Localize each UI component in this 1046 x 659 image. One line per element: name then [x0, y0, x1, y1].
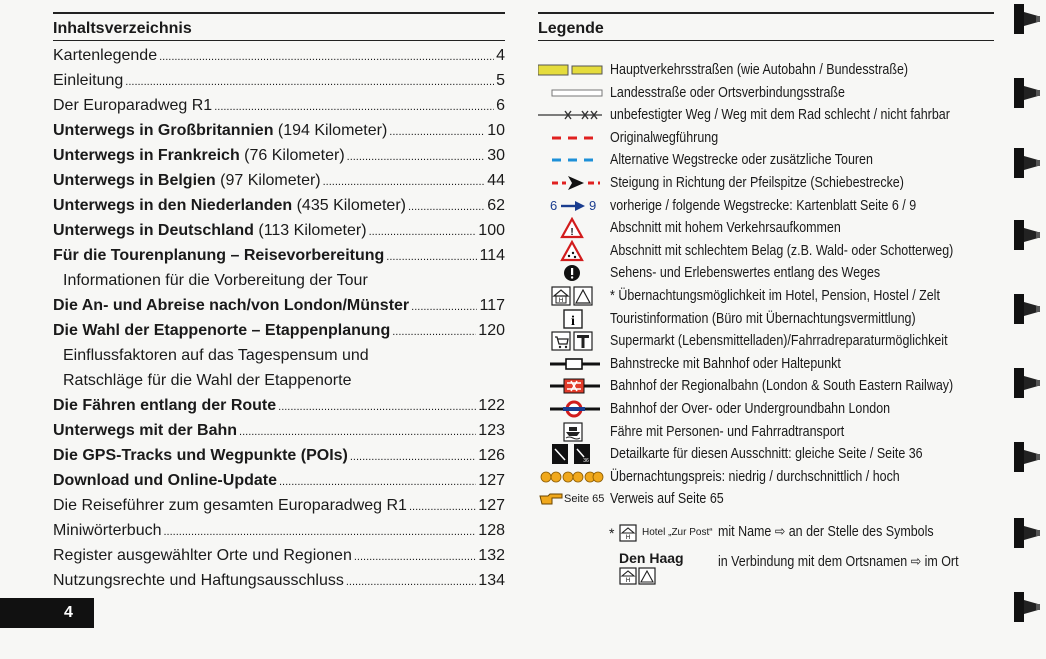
toc-entry-bold: Die Wahl der Etappenorte – Etappenplanung	[53, 322, 391, 339]
legend-row	[538, 308, 1008, 330]
legend-label: Bahnhof der Over- oder Undergroundbahn London	[610, 401, 891, 417]
toc-leader-dots	[369, 218, 477, 243]
toc-entry[interactable]	[53, 93, 505, 118]
example-label: in Verbindung mit dem Ortsnamen ⇨ im Ort	[718, 554, 959, 570]
toc-entry-title	[53, 468, 277, 493]
toc-entry-bold: Die Fähren entlang der Route	[53, 397, 277, 414]
binding-ring-icon	[1012, 146, 1042, 180]
toc-subtitle: Einflussfaktoren auf das Tagespensum und	[63, 347, 369, 364]
toc-entry[interactable]	[53, 143, 505, 168]
yellow-road-icon	[538, 59, 604, 81]
legend-row	[538, 285, 1008, 307]
toc-subtitle: Informationen für die Vorbereitung der Tour	[63, 272, 368, 289]
toc-page-number: 44	[487, 172, 505, 189]
toc-entry-rest: Register ausgewählter Orte und Regionen	[53, 547, 352, 564]
toc-entry-title	[53, 168, 321, 193]
toc-leader-dots	[159, 43, 494, 68]
toc-page-number: 128	[478, 522, 505, 539]
toc-entry-title	[53, 493, 407, 518]
toc-entry-rest: (435 Kilometer)	[292, 197, 406, 214]
binding-ring-icon	[1012, 516, 1042, 550]
legend-row	[538, 466, 1008, 488]
legend-example-hotel	[538, 521, 1008, 545]
svg-text:i: i	[571, 313, 575, 329]
toc-leader-dots	[214, 93, 494, 118]
toc-entry[interactable]	[53, 493, 505, 518]
toc-entry-title	[53, 518, 161, 543]
legend-row	[538, 375, 1008, 397]
toc-entry-bold: Unterwegs in Frankreich	[53, 147, 240, 164]
tourist-info-icon	[538, 308, 604, 330]
toc-page-number: 117	[479, 297, 505, 314]
toc-entry-rest: Einleitung	[53, 72, 124, 89]
legend-row	[538, 488, 1008, 510]
toc-entry-bold: Download und Online-Update	[53, 472, 277, 489]
legend-row	[538, 262, 1008, 284]
binding-ring-icon	[1012, 292, 1042, 326]
legend-label: Bahnhof der Regionalbahn (London & South Eastern Railway)	[610, 378, 954, 395]
toc-entry-rest: (194 Kilometer)	[273, 122, 388, 139]
toc-entry[interactable]	[53, 393, 505, 418]
toc-leader-dots	[239, 418, 476, 443]
legend-label: unbefestigter Weg / Weg mit dem Rad schlecht / nicht fahrbar	[610, 107, 950, 124]
legend-row	[538, 104, 1008, 126]
toc-entry[interactable]	[53, 218, 505, 243]
toc-entry-title	[53, 143, 345, 168]
legend-label: Sehens- und Erlebenswertes entlang des Weges	[610, 265, 881, 282]
toc-entry[interactable]	[53, 518, 505, 543]
price-level-icon	[538, 466, 604, 488]
legend-label: Abschnitt mit schlechtem Belag (z.B. Wald- oder Schotterweg)	[610, 242, 954, 259]
svg-text:!: !	[570, 227, 574, 239]
toc-page-number: 6	[496, 97, 505, 114]
page-reference-icon	[538, 488, 604, 510]
toc-entry-title	[53, 93, 212, 118]
legend-row	[538, 127, 1008, 149]
toc-page-number: 132	[478, 547, 505, 564]
toc-entry-title	[53, 118, 387, 143]
toc-entry[interactable]	[53, 43, 505, 68]
toc-entry-title	[53, 43, 157, 68]
toc-entry-title	[53, 293, 409, 318]
accommodation-icon	[538, 285, 604, 307]
binding-ring-icon	[1012, 590, 1042, 624]
legend-row	[538, 330, 1008, 352]
toc-leader-dots	[323, 168, 486, 193]
town-accommodation-icon	[619, 567, 659, 585]
legend-row	[538, 149, 1008, 171]
toc-entry-title	[53, 543, 352, 568]
toc-leader-dots	[409, 493, 476, 518]
toc-entry[interactable]	[53, 118, 505, 143]
page-number-badge	[0, 598, 94, 628]
toc-subtitle: Ratschläge für die Wahl der Etappenorte	[63, 372, 352, 389]
example-hotel-name: Hotel „Zur Post“	[642, 527, 713, 538]
legend-label: vorherige / folgende Wegstrecke: Kartenblatt Seite 6 / 9	[610, 197, 917, 214]
toc-page-number: 127	[478, 472, 505, 489]
toc-entry-title	[53, 443, 348, 468]
railway-station-icon	[538, 353, 604, 375]
legend-label: Landesstraße oder Ortsverbindungsstraße	[610, 84, 845, 101]
legend-label: Steigung in Richtung der Pfeilspitze (Schiebestrecke)	[610, 175, 904, 191]
toc-page-number: 62	[487, 197, 505, 214]
toc-entry-title	[53, 218, 367, 243]
toc-page-number: 120	[478, 322, 505, 339]
hotel-icon	[619, 524, 637, 542]
legend-heading: Legende	[538, 12, 994, 41]
legend-label: Alternative Wegstrecke oder zusätzliche Touren	[610, 152, 873, 169]
toc-page-number: 5	[496, 72, 505, 89]
toc-page-number: 123	[478, 422, 505, 439]
toc-leader-dots	[411, 293, 477, 318]
toc-page-number: 134	[478, 572, 505, 589]
legend-label: Hauptverkehrsstraßen (wie Autobahn / Bundesstraße)	[610, 62, 909, 78]
legend-label: Fähre mit Personen- und Fahrradtransport	[610, 423, 845, 440]
toc-entry-title	[53, 193, 406, 218]
toc-leader-dots	[279, 468, 476, 493]
toc-leader-dots	[408, 193, 485, 218]
toc-entry[interactable]	[53, 468, 505, 493]
toc-entry-rest: Miniwörterbuch	[53, 522, 162, 539]
toc-leader-dots	[389, 118, 485, 143]
toc-entry-bold: Die An- und Abreise nach/von London/Münster	[53, 297, 410, 314]
legend-row	[538, 217, 1008, 239]
toc-leader-dots	[163, 518, 476, 543]
pointing-hand-icon	[538, 492, 564, 506]
toc-page-number: 10	[487, 122, 505, 139]
supermarket-repair-icon	[538, 330, 604, 352]
binding-ring-icon	[1012, 2, 1042, 36]
legend-label: Supermarkt (Lebensmittelladen)/Fahrradreparaturmöglichkeit	[610, 333, 948, 350]
binding-ring-icon	[1012, 366, 1042, 400]
toc-entry[interactable]	[53, 168, 505, 193]
binding-ring-icon	[1012, 76, 1042, 110]
ferry-icon	[538, 421, 604, 443]
legend-row	[538, 172, 1008, 194]
binding-ring-icon	[1012, 440, 1042, 474]
legend-row	[538, 398, 1008, 420]
toc-entry-title	[53, 318, 390, 343]
toc-leader-dots	[350, 443, 476, 468]
toc-entry[interactable]	[53, 318, 505, 343]
toc-entry[interactable]	[53, 543, 505, 568]
legend-label: Detailkarte für diesen Ausschnitt: gleiche Seite / Seite 36	[610, 446, 923, 463]
toc-entry[interactable]	[53, 443, 505, 468]
toc-entry-rest: (113 Kilometer)	[253, 222, 367, 239]
toc-entry-rest: Kartenlegende	[53, 47, 158, 64]
toc-entry-bold: Für die Tourenplanung – Reisevorbereitung	[53, 247, 385, 264]
blue-dashed-line-icon	[538, 149, 604, 171]
red-dashed-line-icon	[538, 127, 604, 149]
example-asterisk: *	[609, 525, 615, 541]
map-sheet-arrow-icon	[538, 195, 604, 217]
toc-page-number: 122	[478, 397, 505, 414]
toc-entry[interactable]	[53, 193, 505, 218]
legend-row	[538, 195, 1008, 217]
legend-row	[538, 421, 1008, 443]
svg-text:36: 36	[583, 458, 589, 465]
toc-entry[interactable]	[53, 418, 505, 443]
svg-text:H: H	[558, 298, 564, 304]
toc-leader-dots	[354, 543, 476, 568]
toc-entry-title	[53, 418, 237, 443]
toc-page-number: 126	[478, 447, 505, 464]
legend-label: Originalwegführung	[610, 129, 719, 146]
toc-leader-dots	[347, 143, 486, 168]
toc-entry[interactable]	[53, 293, 505, 318]
toc-entry-rest: (97 Kilometer)	[215, 172, 321, 189]
legend-row	[538, 240, 1008, 262]
legend-label: Verweis auf Seite 65	[610, 491, 724, 508]
prev-sheet-number: 6	[550, 197, 558, 213]
toc-page-number: 100	[478, 222, 505, 239]
toc-heading: Inhaltsverzeichnis	[53, 12, 505, 41]
toc-entry[interactable]	[53, 568, 505, 593]
next-sheet-number: 9	[589, 197, 597, 213]
toc-entry[interactable]	[53, 68, 505, 93]
toc-entry-title	[53, 68, 123, 93]
legend-label: Bahnstrecke mit Bahnhof oder Haltepunkt	[610, 355, 841, 372]
toc-leader-dots	[346, 568, 476, 593]
table-of-contents	[53, 12, 505, 593]
sight-icon	[538, 262, 604, 284]
toc-page-number: 4	[496, 47, 505, 64]
toc-leader-dots	[278, 393, 476, 418]
toc-list	[53, 43, 505, 593]
toc-entry-rest: Der Europaradweg R1	[53, 97, 213, 114]
binding-ring-icon	[1012, 218, 1042, 252]
detail-map-icon	[538, 443, 604, 465]
toc-entry-rest: Nutzungsrechte und Haftungsausschluss	[53, 572, 344, 589]
example-label: mit Name ⇨ an der Stelle des Symbols	[718, 524, 934, 540]
legend-row	[538, 82, 1008, 104]
toc-entry-bold: Unterwegs mit der Bahn	[53, 422, 238, 439]
toc-page-number: 127	[478, 497, 505, 514]
white-road-icon	[538, 82, 604, 104]
toc-leader-dots	[386, 243, 477, 268]
underground-icon	[538, 398, 604, 420]
toc-entry-bold: Unterwegs in Deutschland	[53, 222, 254, 239]
toc-entry-bold: Die GPS-Tracks und Wegpunkte (POIs)	[53, 447, 348, 464]
warning-traffic-icon	[538, 217, 604, 239]
example-town-name: Den Haag	[619, 550, 684, 566]
toc-entry-rest: (76 Kilometer)	[239, 147, 345, 164]
toc-page-number: 30	[487, 147, 505, 164]
toc-entry-title	[53, 393, 276, 418]
toc-entry-rest: Die Reiseführer zum gesamten Europaradweg R1	[53, 497, 407, 514]
toc-leader-dots	[125, 68, 494, 93]
legend-row	[538, 59, 1008, 81]
slope-arrow-icon	[538, 172, 604, 194]
map-legend	[538, 12, 994, 584]
svg-text:H: H	[625, 578, 631, 584]
svg-text:H: H	[625, 535, 631, 541]
toc-entry-title	[53, 568, 344, 593]
toc-entry-bold: Unterwegs in den Niederlanden	[53, 197, 293, 214]
legend-label: Abschnitt mit hohem Verkehrsaufkommen	[610, 220, 841, 237]
arrow-right-icon	[561, 200, 587, 212]
regional-rail-icon	[538, 375, 604, 397]
legend-example-town	[538, 549, 1008, 589]
spiral-binding	[1008, 0, 1046, 659]
page-reference-text: Seite 65	[564, 493, 605, 506]
toc-entry[interactable]	[53, 243, 505, 268]
toc-entry-title	[53, 243, 384, 268]
toc-entry-bold: Unterwegs in Großbritannien	[53, 122, 274, 139]
unpaved-path-icon	[538, 104, 604, 126]
legend-row	[538, 443, 1008, 465]
toc-leader-dots	[392, 318, 476, 343]
toc-entry-bold: Unterwegs in Belgien	[53, 172, 216, 189]
warning-surface-icon	[538, 240, 604, 262]
legend-row	[538, 353, 1008, 375]
legend-label: Touristinformation (Büro mit Übernachtungsvermittlung)	[610, 310, 916, 327]
toc-page-number: 114	[479, 247, 505, 264]
legend-label: * Übernachtungsmöglichkeit im Hotel, Pension, Hostel / Zelt	[610, 288, 940, 304]
page-number: 4	[64, 604, 73, 621]
legend-label: Übernachtungspreis: niedrig / durchschnittlich / hoch	[610, 468, 900, 485]
